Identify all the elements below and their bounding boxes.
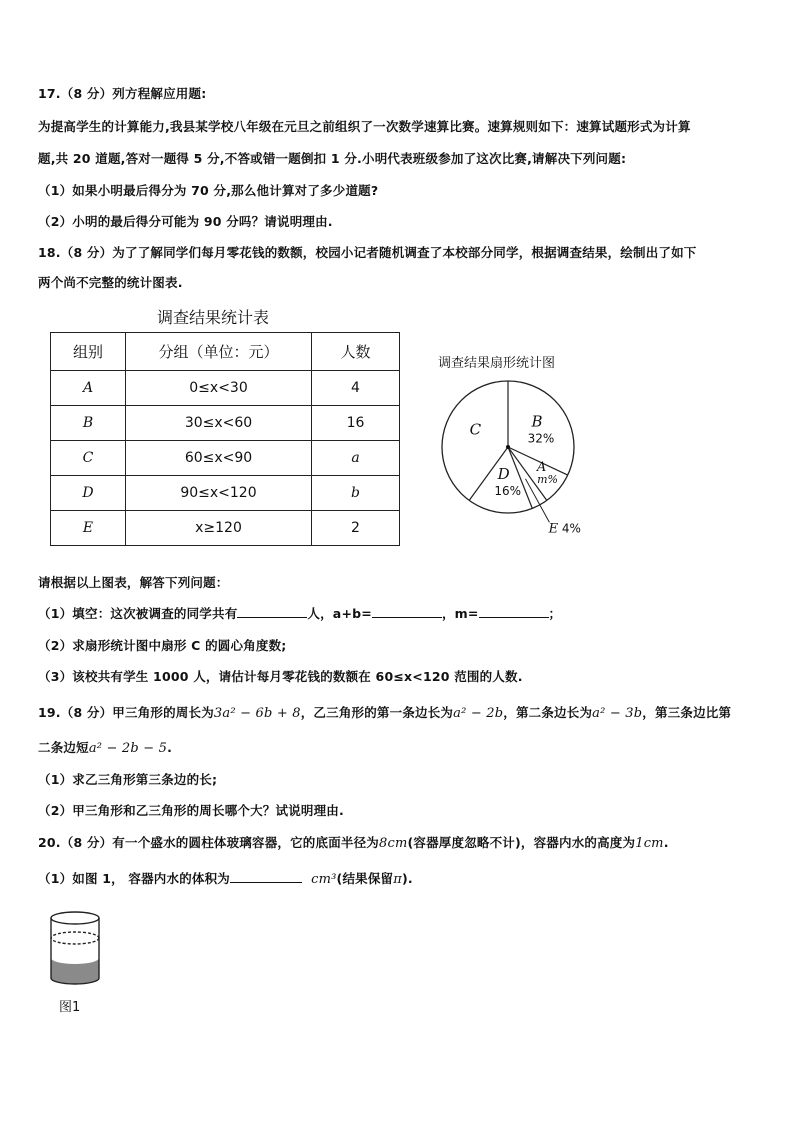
survey-table <box>50 332 400 546</box>
cell-range: 60≤x<90 <box>126 441 312 476</box>
cylinder-top <box>51 912 99 924</box>
q19-subquestion-1: （1）求乙三角形第三条边的长; <box>38 772 218 787</box>
pie-label-e: E <box>548 521 559 537</box>
q19-math-side1: a² − 2b <box>453 706 504 721</box>
answer-blank-ab[interactable] <box>372 605 442 618</box>
q19-text-e: 二条边短 <box>38 740 89 755</box>
pie-value-b: 32% <box>527 431 555 446</box>
q18-subquestion-3: （3）该校共有学生 1000 人，请估计每月零花钱的数额在 60≤x<120 范围的人数. <box>38 669 523 684</box>
cell-count: 2 <box>312 511 400 546</box>
q20-math-pi: π <box>393 872 402 887</box>
q20-text-c: . <box>663 835 669 850</box>
table-title: 调查结果统计表 <box>157 308 270 327</box>
pie-value-e: 4% <box>561 521 581 536</box>
cell-group: A <box>51 371 126 406</box>
q19-math-side2: a² − 3b <box>592 706 643 721</box>
pie-chart <box>430 345 630 537</box>
q18-q1-text-d: ； <box>548 606 562 621</box>
q19-subquestion-2: （2）甲三角形和乙三角形的周长哪个大？试说明理由. <box>38 803 344 818</box>
q19-text-f: . <box>167 740 173 755</box>
q18-q1-text-a: （1）填空：这次被调查的同学共有 <box>38 606 238 621</box>
water-body <box>51 958 99 984</box>
pie-title: 调查结果扇形统计图 <box>438 356 556 371</box>
cell-group: E <box>51 511 126 546</box>
q18-instruction: 请根据以上图表，解答下列问题： <box>38 575 229 590</box>
q20-text-a: 20.（8 分）有一个盛水的圆柱体玻璃容器，它的底面半径为 <box>38 835 379 850</box>
table-row <box>51 476 400 511</box>
q20-q1-text-b: (结果保留 <box>336 871 394 886</box>
header-count: 人数 <box>312 333 400 371</box>
cell-count: b <box>312 476 400 511</box>
pie-label-c: C <box>469 420 482 439</box>
q18-subquestion-1 <box>38 604 561 622</box>
q20-text-b: (容器厚度忽略不计)，容器内水的高度为 <box>407 835 636 850</box>
q20-math-height: 1cm <box>635 836 664 851</box>
cell-count: 4 <box>312 371 400 406</box>
table-row <box>51 406 400 441</box>
cell-range: 90≤x<120 <box>126 476 312 511</box>
pie-label-d: D <box>497 465 510 484</box>
q18-paragraph-line2: 两个尚不完整的统计图表. <box>38 275 183 290</box>
answer-blank-volume[interactable] <box>230 870 302 883</box>
cylinder-figure <box>45 910 105 990</box>
table-header-row <box>51 333 400 371</box>
cell-range: 30≤x<60 <box>126 406 312 441</box>
q19-text-a: 19.（8 分）甲三角形的周长为 <box>38 705 214 720</box>
q19-text-d: ，第三条边比第 <box>642 705 732 720</box>
q20-q1-text-c: ). <box>402 871 413 886</box>
q17-subquestion-2: （2）小明的最后得分可能为 90 分吗？请说明理由. <box>38 214 333 229</box>
table-row <box>51 441 400 476</box>
q18-q1-text-c: ，m= <box>441 606 479 621</box>
figure-caption: 图1 <box>59 1000 81 1015</box>
cell-group: D <box>51 476 126 511</box>
q18-paragraph-line1: 18.（8 分）为了了解同学们每月零花钱的数额，校园小记者随机调查了本校部分同学，根据调查结果，绘制出了如下 <box>38 245 697 260</box>
table-row <box>51 371 400 406</box>
q20-math-unit: cm³ <box>311 872 337 887</box>
pie-value-d: 16% <box>494 484 522 499</box>
q19-math-perimeter: 3a² − 6b + 8 <box>213 706 301 721</box>
cell-group: B <box>51 406 126 441</box>
cell-range: 0≤x<30 <box>126 371 312 406</box>
answer-blank-total[interactable] <box>237 605 307 618</box>
cell-count: a <box>312 441 400 476</box>
cell-range: x≥120 <box>126 511 312 546</box>
header-group: 组别 <box>51 333 126 371</box>
q20-paragraph <box>38 833 669 851</box>
water-surface <box>51 932 99 944</box>
pie-label-a: A <box>536 460 547 476</box>
pie-center <box>506 445 510 449</box>
pie-label-b: B <box>531 412 543 431</box>
pie-value-a: m% <box>537 473 558 487</box>
q19-paragraph-line2 <box>38 738 172 756</box>
q17-paragraph-line2: 题,共 20 道题,答对一题得 5 分,不答或错一题倒扣 1 分.小明代表班级参加了这次比赛,请解决下列问题: <box>38 151 627 166</box>
q19-math-diff: a² − 2b − 5 <box>88 741 168 756</box>
cell-count: 16 <box>312 406 400 441</box>
header-range: 分组（单位：元） <box>126 333 312 371</box>
q20-q1-text-a: （1）如图 1， 容器内水的体积为 <box>38 871 230 886</box>
q20-subquestion-1 <box>38 869 413 887</box>
q17-header: 17.（8 分）列方程解应用题: <box>38 86 207 101</box>
cell-group: C <box>51 441 126 476</box>
q20-math-radius: 8cm <box>379 836 408 851</box>
q18-subquestion-2: （2）求扇形统计图中扇形 C 的圆心角度数; <box>38 638 287 653</box>
q18-q1-text-b: 人，a+b= <box>307 606 372 621</box>
q17-subquestion-1: （1）如果小明最后得分为 70 分,那么他计算对了多少道题? <box>38 183 379 198</box>
answer-blank-m[interactable] <box>479 605 549 618</box>
table-row <box>51 511 400 546</box>
q17-paragraph-line1: 为提高学生的计算能力,我县某学校八年级在元旦之前组织了一次数学速算比赛。速算规则如下：速算试题形式为计算 <box>38 119 691 134</box>
q19-text-c: ，第二条边长为 <box>503 705 593 720</box>
q19-paragraph-line1 <box>38 703 731 721</box>
q19-text-b: ，乙三角形的第一条边长为 <box>300 705 454 720</box>
